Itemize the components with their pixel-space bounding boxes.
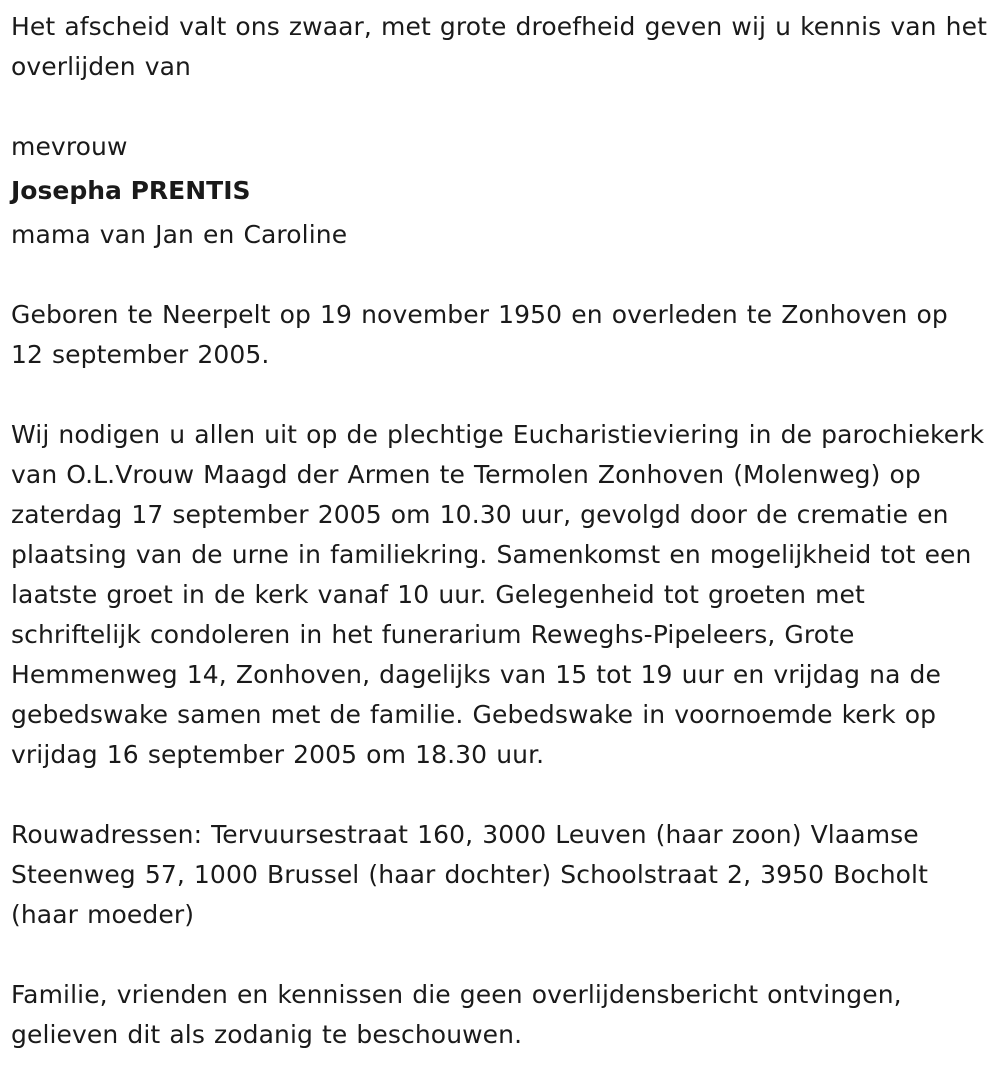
intro-text: Het afscheid valt ons zwaar, met grote droefheid geven wij u kennis van het overlijden van: [11, 12, 987, 81]
invitation-text: Wij nodigen u allen uit op de plechtige Eucharistieviering in de parochiekerk van O.L.Vrouw Maagd der Armen te Termolen Zonhoven (Molenweg) op zaterdag 17 september 2005 om 10.30 uur, gevolgd door de crematie en plaatsing van de urne in familiekring. Samenkomst en mogelijkheid tot een laatste groet in de kerk vanaf 10 uur. Gelegenheid tot groeten met schriftelijk condoleren in het funerarium Reweghs-Pipeleers, Grote Hemmenweg 14, Zonhoven, dagelijks van 15 tot 19 uur en vrijdag na de gebedswake samen met de familie. Gebedswake in voornoemde kerk op vrijdag 16 september 2005 om 18.30 uur.: [11, 420, 985, 769]
spacer: [11, 375, 988, 415]
addresses-text: Rouwadressen: Tervuursestraat 160, 3000 Leuven (haar zoon) Vlaamse Steenweg 57, 1000 Brussel (haar dochter) Schoolstraat 2, 3950 Bocholt (haar moeder): [11, 820, 929, 929]
family-relation: mama van Jan en Caroline: [11, 220, 348, 249]
spacer: [11, 775, 988, 815]
spacer: [11, 255, 988, 295]
spacer: [11, 935, 988, 975]
deceased-name: Josepha PRENTIS: [11, 176, 251, 205]
closing-text: Familie, vrienden en kennissen die geen overlijdensbericht ontvingen, gelieven dit als zodanig te beschouwen.: [11, 980, 902, 1049]
spacer: [11, 87, 988, 127]
salutation: mevrouw: [11, 132, 128, 161]
birth-death-text: Geboren te Neerpelt op 19 november 1950 en overleden te Zonhoven op 12 september 2005.: [11, 300, 948, 369]
